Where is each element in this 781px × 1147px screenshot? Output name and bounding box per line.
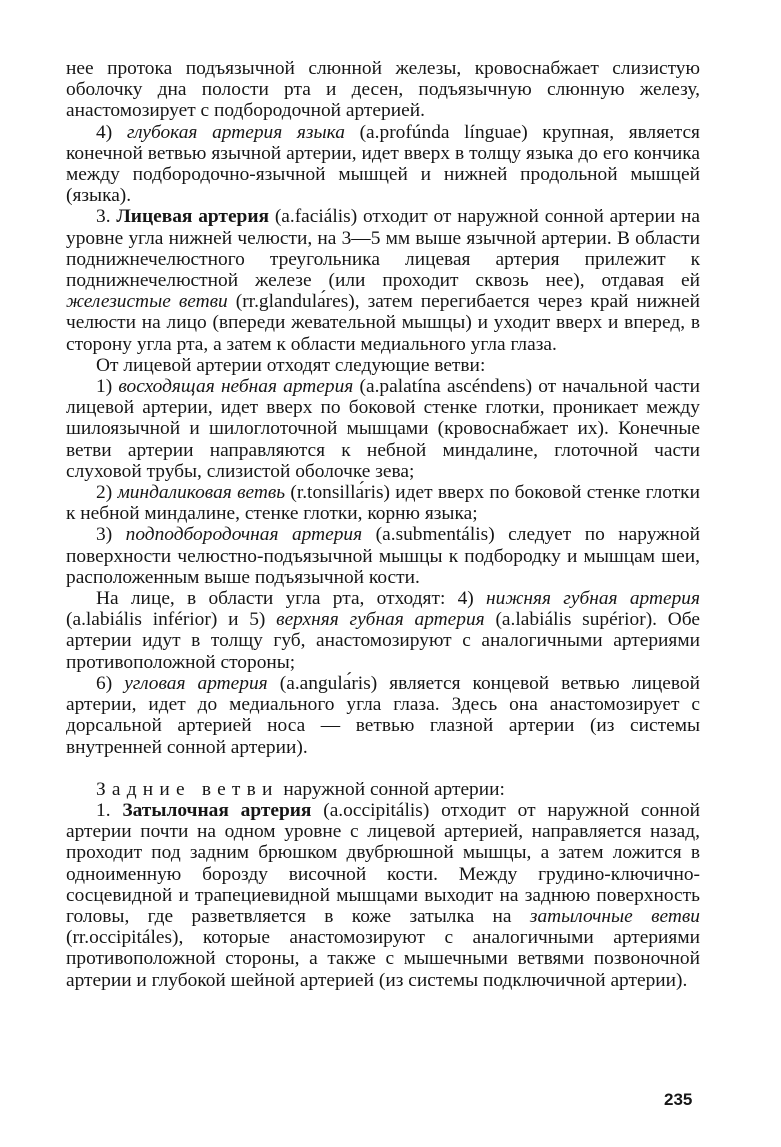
paragraph-3-facial xyxy=(66,206,700,354)
italic-term: затылочные ветви xyxy=(529,905,700,927)
bold-term: Затылочная артерия xyxy=(122,799,312,821)
text-run: От лицевой артерии отходят следующие ветви: xyxy=(96,354,486,376)
text-run: (rr.occipitáles), которые анастомозируют с аналогичными артериями противоположной стороны, а также с мышечными ветвями позвоночной артерии и глубокой шейной артерией (из системы подключичной артерии). xyxy=(66,927,700,991)
text-run: нее протока подъязычной слюнной железы, кровоснабжает слизистую оболочку дна полости рта и десен, подъязычную слюнную железу, анастомозирует с подбородочной артерией. xyxy=(66,58,700,122)
text-run: 1. xyxy=(96,799,123,821)
text-run: (a.angulа́ris) является концевой ветвью лицевой артерии, идет до медиального угла глаза. Здесь она анастомозирует с дорсальной артерией носа — ветвью глазной артерии (из системы внутренней сонной артерии). xyxy=(66,672,700,758)
text-run: 4) xyxy=(96,121,127,143)
paragraph-continuation xyxy=(66,58,700,122)
paragraph-2-tonsillar xyxy=(66,482,700,524)
paragraph-6-angular xyxy=(66,673,700,758)
text-run: 2) xyxy=(96,482,118,504)
text-run: (rr.glandulа́res), затем перегибается через край нижней челюсти на лицо (впереди жевательной мышцы) и уходит вверх и вперед, в сторону угла рта, а затем к области медиального угла глаза. xyxy=(66,291,700,355)
page-number: 235 xyxy=(664,1090,693,1109)
italic-term: железистые ветви xyxy=(66,291,228,313)
text-run: (r.tonsillа́ris) идет вверх по боковой стенке глотки к небной миндалине, стенке глотки, корню языка; xyxy=(66,482,700,525)
paragraph-labial xyxy=(66,588,700,673)
italic-term: угловая артерия xyxy=(124,672,268,694)
italic-term: нижняя губная артерия xyxy=(486,588,700,610)
paragraph-branches-intro xyxy=(66,355,700,376)
italic-term: восходящая небная артерия xyxy=(118,376,354,398)
text-run: (a.labiális supérior). Обе артерии идут в толщу губ, анастомозируют с аналогичными артериями противоположной стороны; xyxy=(66,609,701,673)
text-run: (a.labiális inférior) и 5) xyxy=(66,609,277,631)
spaced-term: Задние ветви xyxy=(96,778,279,800)
text-run: (a.palatína ascéndens) от начальной части лицевой артерии, идет вверх по боковой стенке глотки, проникает между шилоязычной и шилоглоточной мышцами (кровоснабжает их). Конечные ветви артерии направляются к небной миндалине, глоточной части слуховой трубы, слизистой оболочке зева; xyxy=(66,376,700,482)
paragraph-3-submental xyxy=(66,524,700,588)
text-run: (a.occipitális) отходит от наружной сонной артерии почти на одном уровне с лицевой артерией, направляется назад, проходит под задним брюшком двубрюшной мышцы, а затем ложится в одноименную борозду височной кости. Между грудино-ключично-сосцевидной и трапециевидной мышцами выходит на заднюю поверхность головы, где разветвляется в коже затылка на xyxy=(66,799,701,927)
text-run: (a.submentális) следует по наружной поверхности челюстно-подъязычной мышцы к подбородку и мышцам шеи, расположенным выше подъязычной кости. xyxy=(66,524,700,588)
italic-term: верхняя губная артерия xyxy=(276,609,485,631)
text-run: (a.profúnda línguae) крупная, является конечной ветвью язычной артерии, идет вверх в толщу языка до его кончика между подбородочно-язычной мышцей и нижней продольной мышцей (языка). xyxy=(66,121,700,207)
bold-term: Лицевая артерия xyxy=(116,206,270,228)
text-run: (a.faciális) отходит от наружной сонной артерии на уровне угла нижней челюсти, на 3—5 мм выше язычной артерии. В области поднижнечелюстного треугольника лицевая артерия прилежит к поднижнечелюстной железе (или проходит сквозь нее), отдавая ей xyxy=(66,206,700,292)
text-run: 3) xyxy=(96,524,126,546)
paragraph-1-occipital xyxy=(66,800,700,991)
text-run: На лице, в области угла рта, отходят: 4) xyxy=(96,588,487,610)
page-text xyxy=(66,58,700,991)
text-run: 6) xyxy=(96,672,125,694)
paragraph-4-deep-lingual xyxy=(66,122,700,207)
italic-term: глубокая артерия языка xyxy=(126,121,345,143)
text-run: наружной сонной артерии: xyxy=(278,778,505,800)
text-run: 1) xyxy=(96,376,119,398)
italic-term: миндаликовая ветвь xyxy=(117,482,286,504)
paragraph-1-ascending-palatine xyxy=(66,376,700,482)
paragraph-posterior-heading xyxy=(66,779,700,800)
italic-term: подподбородочная артерия xyxy=(125,524,363,546)
text-run: 3. xyxy=(96,206,117,228)
